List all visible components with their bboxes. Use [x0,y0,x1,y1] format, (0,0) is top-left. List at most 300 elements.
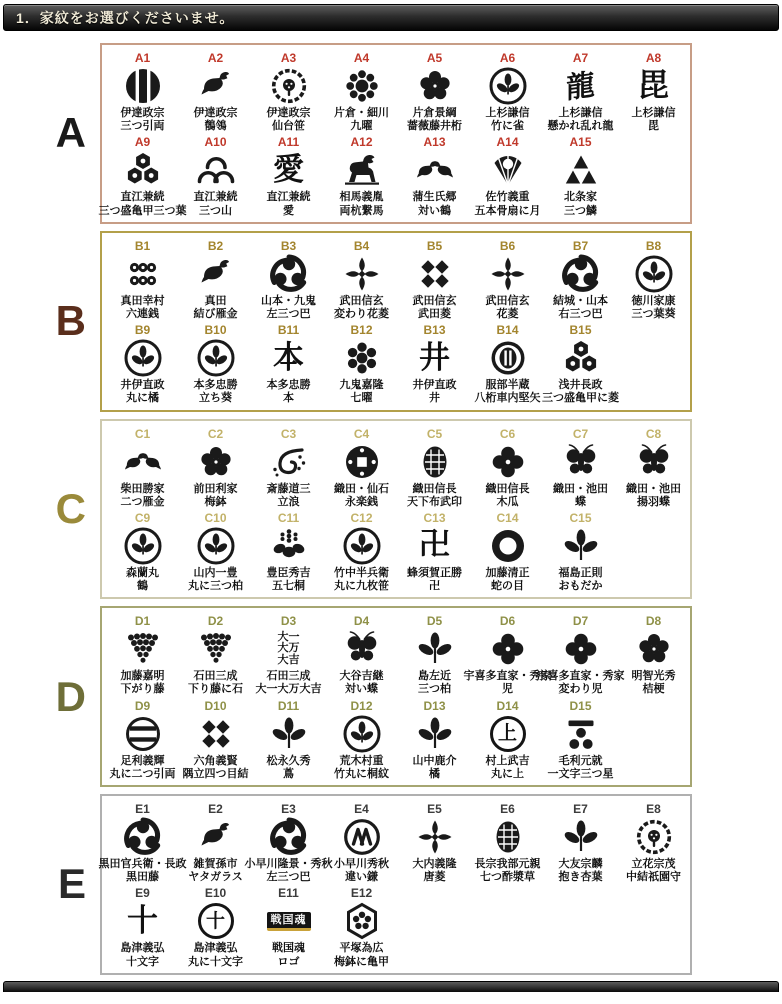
crest-option-C7[interactable] [544,427,617,509]
crest-name: 戦国魂 ロゴ [272,942,305,968]
crest-name: 長宗我部元親 七つ酢漿草 [474,858,541,884]
crest-code: C8 [645,426,662,441]
crest-name: 島左近 三つ柏 [418,670,451,696]
crest-code: D12 [350,698,373,713]
crest-option-A2[interactable] [179,51,252,133]
crest-icon-wrap [419,337,450,379]
plant-crest-icon [561,526,601,566]
crest-name: 直江兼続 三つ盛亀甲三つ葉 [98,191,187,217]
crest-option-B12[interactable] [325,323,398,405]
crest-option-C3[interactable] [252,427,325,509]
crest-option-A9[interactable] [98,135,187,217]
section-letter-B: B [55,297,86,345]
crest-icon-wrap [123,149,163,191]
crest-option-D15[interactable] [544,699,617,781]
crest-icon-wrap [267,900,311,942]
kanji-crest-icon: 愛 [273,151,304,188]
crest-icon-wrap [123,816,163,858]
crest-option-A13[interactable] [398,135,471,217]
tri3-crest-icon [561,150,601,190]
crest-name: 真田幸村 六連銭 [120,294,165,320]
crest-code: A1 [134,51,151,65]
butterfly-crest-icon [634,442,674,482]
brand-logo-icon: 戦国魂 [267,912,311,931]
crest-icon-wrap [196,65,236,107]
crest-icon-wrap [278,628,300,670]
crest-option-D1[interactable] [106,614,179,696]
crest-icon-wrap [342,713,382,755]
crest-name: 本多忠勝 本 [266,379,311,405]
crest-code: E6 [500,802,515,816]
crest-icon-wrap [488,816,528,858]
circlePlant-crest-icon [488,66,528,106]
crest-option-A3[interactable] [252,51,325,133]
crest-name: 伊達政宗 鶺鴒 [193,107,238,133]
crest-option-E8[interactable] [617,802,690,884]
crest-option-A7[interactable] [544,51,617,133]
wheel-crest-icon [488,338,528,378]
wisteria-crest-icon [196,629,236,669]
crest-name: 片倉景綱 薔薇藤井桁 [407,107,462,133]
crest-icon-wrap [415,149,455,191]
crest-code: D14 [496,698,519,713]
crest-code: A7 [572,51,589,65]
crest-name: 立花宗茂 中結祇園守 [626,858,681,884]
section-box-C [100,419,692,600]
crest-code: E11 [278,886,299,901]
flower4-crest-icon [561,629,601,669]
crest-option-E9[interactable] [106,886,179,968]
crest-code: D4 [353,614,370,629]
tomoe-crest-icon [269,817,309,857]
crest-code: C4 [353,426,370,441]
diam4-crest-icon [196,714,236,754]
crest-option-A1[interactable] [106,51,179,133]
crest-name: 片倉・細川 九曜 [334,107,389,133]
plant-crest-icon [415,714,455,754]
crest-name: 上杉謙信 竹に雀 [485,107,530,133]
crest-name: 井伊直政 丸に橘 [120,379,165,405]
crest-option-C10[interactable] [179,511,252,593]
bird-crest-icon [196,254,236,294]
crest-name: 柴田勝家 二つ雁金 [120,482,165,508]
crest-option-D14[interactable] [471,699,544,781]
dots7-crest-icon [342,338,382,378]
crest-name: 山中鹿介 橘 [412,754,457,780]
crest-icon-wrap [123,253,163,295]
butterfly-crest-icon [342,629,382,669]
crest-option-E10[interactable] [179,886,252,968]
crest-option-A5[interactable] [398,51,471,133]
crest-option-E6[interactable] [471,802,544,884]
kanji-crest-icon: 井 [419,339,450,376]
crest-icon-wrap [196,816,236,858]
crest-option-B11[interactable] [252,323,325,405]
crest-name: 織田・池田 揚羽蝶 [626,482,681,508]
flower4-crest-icon [488,629,528,669]
crest-code: B3 [280,238,297,253]
crest-icon-wrap [196,337,236,379]
flower5-crest-icon [634,629,674,669]
crest-name: 島津義弘 十文字 [120,942,165,968]
crest-code: B5 [426,238,443,253]
crest-option-C8[interactable] [617,427,690,509]
mounts3-crest-icon [196,150,236,190]
crest-option-A11[interactable] [252,135,325,217]
plant-crest-icon [561,817,601,857]
crest-option-C4[interactable] [325,427,398,509]
crest-icon-wrap [419,525,450,567]
crest-option-D7[interactable] [536,614,625,696]
crest-code: E9 [135,886,150,901]
crest-icon-wrap [196,713,236,755]
section-letter-E: E [57,860,86,908]
crest-icon-wrap [123,525,163,567]
crest-name: 蜂須賀正勝 卍 [407,566,462,593]
birds2-crest-icon [123,442,163,482]
section-box-D [100,606,692,787]
crest-name: 織田信長 天下布武印 [407,482,462,508]
crest-code: C10 [204,510,227,525]
crest-icon-wrap [123,713,163,755]
crest-code: B14 [496,323,519,338]
butterfly-crest-icon [561,442,601,482]
bird-crest-icon [196,817,236,857]
crest-option-A12[interactable] [325,135,398,217]
crest-icon-wrap [196,628,236,670]
crest-option-E11[interactable] [252,886,325,968]
crest-name: 毛利元就 一文字三つ星 [547,754,614,780]
crest-name: 蒲生氏郷 対い鶴 [412,191,457,217]
crest-name: 武田信玄 武田菱 [412,294,457,320]
crest-option-B15[interactable] [544,323,617,405]
crest-option-D10[interactable] [179,699,252,781]
crest-code: A9 [134,135,151,150]
circlePlant-crest-icon [342,526,382,566]
crest-icon-wrap [415,253,455,295]
circleBars-crest-icon [123,66,163,106]
section-B [0,231,782,412]
crest-option-D11[interactable] [252,699,325,781]
crest-icon-wrap [342,337,382,379]
crest-option-B1[interactable] [106,239,179,321]
crest-code: B12 [350,323,373,338]
crest-name: 石田三成 大一大万大吉 [255,670,322,696]
crest-option-E5[interactable] [398,802,471,884]
crest-option-B2[interactable] [179,239,252,321]
crest-name: 徳川家康 三つ葉葵 [631,294,676,320]
crest-name: 結城・山本 右三つ巴 [553,294,608,320]
crest-name: 石田三成 下り藤に石 [188,670,243,696]
calligraphy-crest-icon: 龍 [566,66,595,105]
crest-code: B4 [353,238,370,253]
crest-option-B7[interactable] [544,239,617,321]
crest-code: C12 [350,510,373,525]
circlePlant-crest-icon [123,526,163,566]
crest-code: B11 [277,323,300,338]
hex3-crest-icon [561,338,601,378]
bird-crest-icon [196,66,236,106]
crest-option-B10[interactable] [179,323,252,405]
crest-icon-wrap [123,65,163,107]
plant-crest-icon [415,629,455,669]
crest-name: 北条家 三つ鱗 [564,191,597,217]
crest-option-B9[interactable] [106,323,179,405]
crest-icon-wrap [342,149,382,191]
crest-name: 黒田官兵衛・長政 黒田藤 [98,858,187,884]
crest-icon-wrap [634,253,674,295]
crest-name: 山内一豊 丸に三つ柏 [188,566,243,593]
crest-option-D5[interactable] [398,614,471,696]
crest-option-C15[interactable] [544,511,617,593]
crest-option-B8[interactable] [617,239,690,321]
crest-option-E12[interactable] [325,886,398,968]
wreath-crest-icon [269,66,309,106]
crest-icon-wrap [488,441,528,483]
section-A [0,43,782,224]
crest-icon-wrap [196,441,236,483]
crest-row [106,886,690,968]
crest-name: 雑賀孫市 ヤタガラス [188,858,243,884]
crest-icon-wrap [123,337,163,379]
crest-option-C6[interactable] [471,427,544,509]
wreath-crest-icon [634,817,674,857]
crest-code: A3 [280,51,297,65]
crest-option-C13[interactable] [398,511,471,593]
crest-code: B2 [207,238,224,253]
crest-name: 加藤清正 蛇の目 [485,566,530,593]
crest-row [106,323,690,405]
crest-code: A11 [277,135,300,150]
crest-icon-wrap [342,525,382,567]
crest-name: 服部半蔵 八桁車内堅矢 [474,379,541,405]
crest-option-B14[interactable] [471,323,544,405]
section-box-A [100,43,692,224]
crest-row [98,135,690,217]
crest-option-A10[interactable] [179,135,252,217]
crest-name: 相馬義胤 両杭繋馬 [339,191,384,217]
crest-option-C1[interactable] [106,427,179,509]
crest-name: 井伊直政 井 [412,379,457,405]
crest-icon-wrap [415,816,455,858]
crest-icon-wrap [123,628,163,670]
crest-name: 山本・九鬼 左三つ巴 [261,294,316,320]
crest-code: A12 [350,135,373,150]
crest-icon-wrap [342,900,382,942]
crest-row [106,614,690,696]
step-header [3,4,779,31]
tomoe-crest-icon [123,817,163,857]
flower4-crest-icon [488,442,528,482]
next-section-bar-partial [3,981,779,992]
seal-crest-icon [488,817,528,857]
crest-code: B7 [572,238,589,253]
dots9-crest-icon [342,66,382,106]
crest-option-E2[interactable] [179,802,252,884]
crest-code: A15 [569,135,592,150]
kanji-crest-icon: 卍 [419,527,450,564]
crest-code: B13 [423,323,446,338]
crest-code: C13 [423,510,446,525]
crest-name: 直江兼続 三つ山 [193,191,238,217]
crest-code: D3 [280,614,297,629]
crest-option-B6[interactable] [471,239,544,321]
kanji-crest-icon: 本 [273,339,304,376]
crest-name: 小早川隆景・秀秋 左三つ巴 [244,858,333,884]
crest-icon-wrap [561,149,601,191]
seal-crest-icon [415,442,455,482]
crest-name: 六角義賢 隅立四つ目結 [182,754,249,780]
crest-name: 武田信玄 花菱 [485,294,530,320]
crest-option-D13[interactable] [398,699,471,781]
crest-code: D9 [134,698,151,713]
circlePlant-crest-icon [196,526,236,566]
crest-row [106,239,690,321]
crest-option-D6[interactable] [463,614,552,696]
crest-option-B13[interactable] [398,323,471,405]
crest-name: 豊臣秀吉 五七桐 [266,566,311,593]
crest-name: 真田 結び雁金 [193,294,238,320]
crest-icon-wrap [561,816,601,858]
crest-row [106,699,690,781]
crest-icon-wrap [123,441,163,483]
crest-option-D3[interactable] [252,614,325,696]
crest-name: 村上武吉 丸に上 [485,754,530,780]
crest-row [98,802,690,884]
crest-code: D1 [134,614,151,629]
crest-icon-wrap [273,149,304,191]
crest-row [106,511,690,593]
crest-option-B5[interactable] [398,239,471,321]
crest-name: 宇喜多直家・秀家 児 [463,670,552,696]
crest-icon-wrap [342,628,382,670]
crest-icon-wrap [634,816,674,858]
crest-name: 加藤嘉明 下がり藤 [120,670,165,696]
crest-option-A8[interactable] [617,51,690,133]
crest-code: C5 [426,426,443,441]
crest-code: C3 [280,426,297,441]
crest-name: 松永久秀 蔦 [266,754,311,780]
crest-option-C9[interactable] [106,511,179,593]
crest-name: 足利義輝 丸に二つ引両 [109,754,176,780]
crest-name: 九鬼嘉隆 七曜 [339,379,384,405]
crest-option-D12[interactable] [325,699,398,781]
crest-icon-wrap [488,628,528,670]
horse-crest-icon [342,150,382,190]
circlePlant-crest-icon [123,338,163,378]
crest-icon-wrap [415,65,455,107]
crest-name: 織田・池田 蝶 [553,482,608,508]
crest-code: E1 [135,802,150,816]
crest-name: 武田信玄 変わり花菱 [334,294,389,320]
kiri-crest-icon [269,526,309,566]
crest-icon-wrap [269,253,309,295]
crest-icon-wrap [415,713,455,755]
crest-code: E8 [646,802,661,816]
crest-code: D6 [499,614,516,629]
tomoe-crest-icon [561,254,601,294]
crest-option-E4[interactable] [325,802,398,884]
crest-code: C9 [134,510,151,525]
crest-option-D8[interactable] [617,614,690,696]
step-header-title: 1．家紋をお選びくださいませ。 [16,9,235,26]
crest-code: B15 [569,323,592,338]
circlePlant-crest-icon [342,714,382,754]
crest-option-D9[interactable] [106,699,179,781]
section-letter-D: D [55,672,86,720]
crest-code: C15 [569,510,592,525]
crest-name: 本多忠勝 立ち葵 [193,379,238,405]
crest-option-D4[interactable] [325,614,398,696]
crest-name: 宇喜多直家・秀家 変わり児 [536,670,625,696]
crest-icon-wrap [488,149,528,191]
section-letter-C: C [55,484,86,532]
circlePlant-crest-icon [634,254,674,294]
crest-name: 竹中半兵衛 丸に九枚笹 [334,566,389,593]
crest-code: E5 [427,802,442,816]
crest-icon-wrap [342,65,382,107]
crest-icon-wrap [269,65,309,107]
crest-name: 上杉謙信 毘 [631,107,676,133]
crest-option-C2[interactable] [179,427,252,509]
crest-icon-wrap [273,337,304,379]
crest-option-B4[interactable] [325,239,398,321]
crest-option-A4[interactable] [325,51,398,133]
crest-name: 大友宗麟 抱き杏葉 [558,858,603,884]
crest-icon-wrap [196,525,236,567]
crest-code: C1 [134,426,151,441]
crest-code: A14 [496,135,519,150]
crest-name: 佐竹義重 五本骨扇に月 [474,191,541,217]
crest-option-C12[interactable] [325,511,398,593]
coins6-crest-icon [123,254,163,294]
crest-name: 島津義弘 丸に十文字 [188,942,243,968]
crest-code: B9 [134,323,151,338]
plant-crest-icon [269,714,309,754]
crest-option-E3[interactable] [244,802,333,884]
crest-option-A15[interactable] [544,135,617,217]
crest-name: 上杉謙信 懸かれ乱れ龍 [547,107,614,133]
crest-option-B3[interactable] [252,239,325,321]
crest-option-E7[interactable] [544,802,617,884]
crest-option-C14[interactable] [471,511,544,593]
crest-name: 大内義隆 唐菱 [412,858,457,884]
section-C [0,419,782,600]
crest-option-A14[interactable] [471,135,544,217]
crest-name: 浅井長政 三つ盛亀甲に菱 [542,379,619,405]
crest-option-C11[interactable] [252,511,325,593]
crest-icon-wrap [415,441,455,483]
hanabishi-crest-icon [342,254,382,294]
crest-option-D2[interactable] [179,614,252,696]
section-D [0,606,782,787]
flower5-crest-icon [196,442,236,482]
flower5-crest-icon [415,66,455,106]
birds2-crest-icon [415,150,455,190]
crest-code: C2 [207,426,224,441]
crest-code: A8 [645,51,662,65]
circled-kanji-crest-icon: 上 [490,716,526,752]
crest-code: E4 [354,802,369,816]
crest-option-E1[interactable] [98,802,187,884]
crest-name: 前田利家 梅鉢 [193,482,238,508]
crest-icon-wrap [342,441,382,483]
sickles-crest-icon [342,817,382,857]
crest-name: 織田信長 木瓜 [485,482,530,508]
crest-code: A2 [207,51,224,65]
crest-option-A6[interactable] [471,51,544,133]
crest-option-C5[interactable] [398,427,471,509]
